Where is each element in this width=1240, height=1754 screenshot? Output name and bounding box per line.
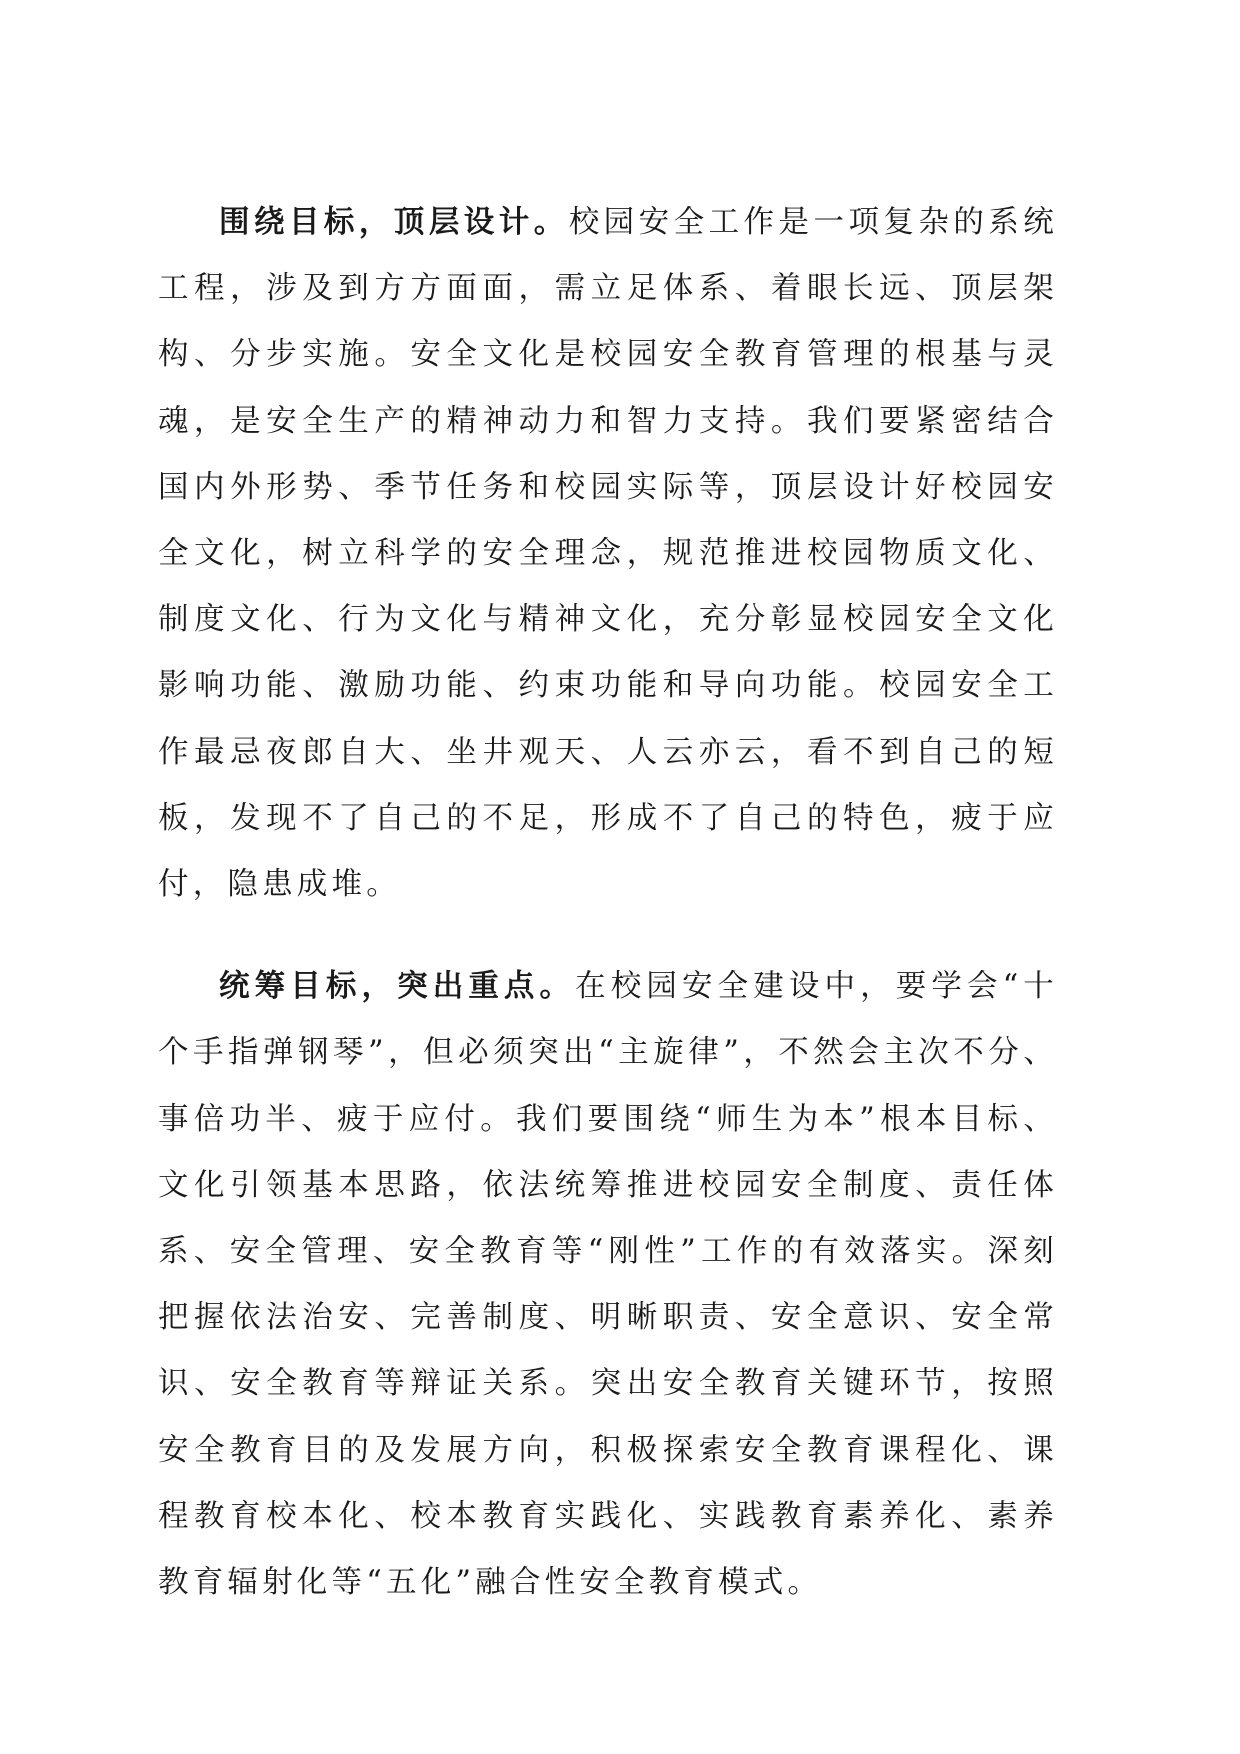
paragraph-heading: 围绕目标，顶层设计。: [219, 205, 569, 240]
paragraph-heading: 统筹目标，突出重点。: [219, 969, 576, 1005]
paragraph-text: 在校园安全建设中，要学会“十个手指弹钢琴”，但必须突出“主旋律”，不然会主次不分、事倍功半、疲于应付。我们要围绕“师生为本”根本目标、文化引领基本思路，依法统筹推进校园安全制度、责任体系、安全管理、安全教育等“刚性”工作的有效落实。深刻把握依法治安、完善制度、明晰职责、安全意识、安全常识、安全教育等辩证关系。突出安全教育关键环节，按照安全教育目的及发展方向，积极探索安全教育课程化、课程教育校本化、校本教育实践化、实践教育素养化、素养教育辐射化等“五化”融合性安全教育模式。: [158, 969, 1058, 1601]
paragraph-text: 校园安全工作是一项复杂的系统工程，涉及到方方面面，需立足体系、着眼长远、顶层架构、分步实施。安全文化是校园安全教育管理的根基与灵魂，是安全生产的精神动力和智力支持。我们要紧密结合国内外形势、季节任务和校园实际等，顶层设计好校园安全文化，树立科学的安全理念，规范推进校园物质文化、制度文化、行为文化与精神文化，充分彰显校园安全文化影响功能、激励功能、约束功能和导向功能。校园安全工作最忌夜郎自大、坐井观天、人云亦云，看不到自己的短板，发现不了自己的不足，形成不了自己的特色，疲于应付，隐患成堆。: [158, 205, 1058, 903]
paragraph-key-priorities: [158, 954, 1058, 1616]
document-body: [158, 190, 1058, 1616]
paragraph-top-level-design: [158, 190, 1058, 918]
